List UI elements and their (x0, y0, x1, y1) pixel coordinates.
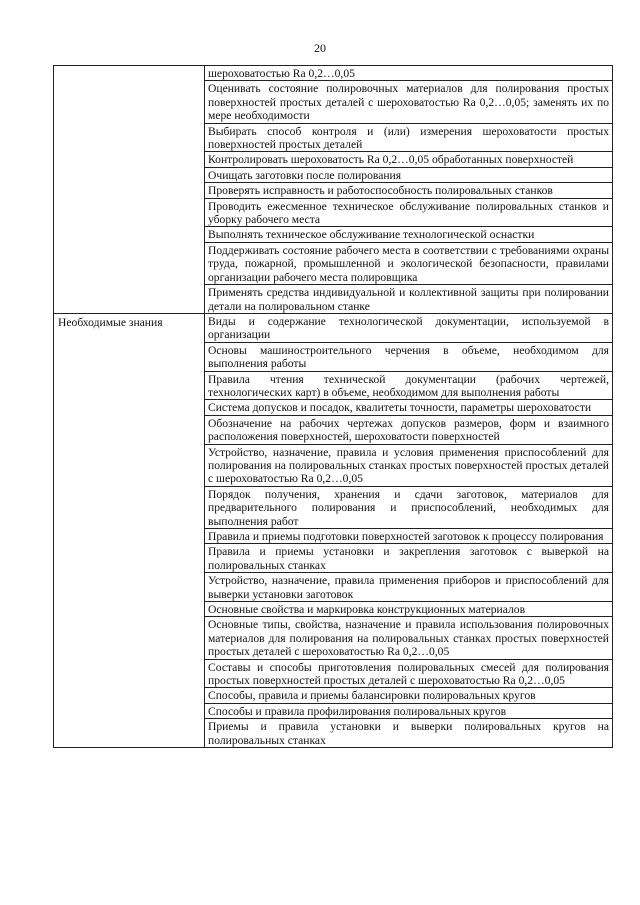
list-item: Устройство, назначение, правила и условия применения приспособлений для полирования на полировальных станках простых поверхностей простых деталей с шероховатостью Ra 0,2…0,05 (205, 444, 613, 486)
list-item: Составы и способы приготовления полировальных смесей для полирования простых поверхностей простых деталей с шероховатостью Ra 0,2…0,05 (205, 659, 613, 688)
list-item: Правила чтения технической документации (рабочих чертежей, технологических карт) в объеме, необходимом для выполнения работы (205, 371, 613, 400)
list-item: Оценивать состояние полировочных материалов для полирования простых поверхностей простых деталей с шероховатостью Ra 0,2…0,05; заменять их по мере необходимости (205, 81, 613, 123)
list-item: Способы и правила профилирования полировальных кругов (205, 703, 613, 718)
list-item: Применять средства индивидуальной и коллективной защиты при полировании детали на полировальном станке (205, 285, 613, 314)
list-item: Очищать заготовки после полирования (205, 167, 613, 182)
list-item: шероховатостью Ra 0,2…0,05 (205, 66, 613, 81)
list-item: Проверять исправность и работоспособность полировальных станков (205, 183, 613, 198)
list-item: Способы, правила и приемы балансировки полировальных кругов (205, 688, 613, 703)
list-item: Обозначение на рабочих чертежах допусков размеров, форм и взаимного расположения поверхностей, шероховатости поверхностей (205, 415, 613, 444)
table-body (54, 66, 613, 748)
list-item: Выполнять техническое обслуживание технологической оснастки (205, 227, 613, 242)
page-number: 20 (314, 41, 326, 55)
list-item: Устройство, назначение, правила применения приборов и приспособлений для выверки установки заготовок (205, 573, 613, 602)
section-label: Необходимые знания (54, 313, 205, 747)
list-item: Порядок получения, хранения и сдачи заготовок, материалов для предварительного полирования и приспособлений, необходимых для выполнения работ (205, 486, 613, 528)
list-item: Правила и приемы установки и закрепления заготовок с выверкой на полировальных станках (205, 544, 613, 573)
list-item: Проводить ежесменное техническое обслуживание полировальных станков и уборку рабочего места (205, 198, 613, 227)
list-item: Основы машиностроительного черчения в объеме, необходимом для выполнения работы (205, 342, 613, 371)
table-row (54, 313, 613, 342)
list-item: Основные типы, свойства, назначение и правила использования полировочных материалов для полирования на полировальных станках простых поверхностей простых деталей с шероховатостью Ra 0,2…0,05 (205, 617, 613, 659)
list-item: Контролировать шероховатость Ra 0,2…0,05 обработанных поверхностей (205, 152, 613, 167)
list-item: Правила и приемы подготовки поверхностей заготовок к процессу полирования (205, 529, 613, 544)
list-item: Поддерживать состояние рабочего места в соответствии с требованиями охраны труда, пожарной, промышленной и экологической безопасности, правилами организации рабочего места полировщика (205, 242, 613, 284)
list-item: Система допусков и посадок, квалитеты точности, параметры шероховатости (205, 400, 613, 415)
section-label (54, 66, 205, 314)
table-row (54, 66, 613, 81)
list-item: Виды и содержание технологической документации, используемой в организации (205, 313, 613, 342)
competency-table (53, 65, 613, 748)
list-item: Приемы и правила установки и выверки полировальных кругов на полировальных станках (205, 719, 613, 748)
list-item: Основные свойства и маркировка конструкционных материалов (205, 602, 613, 617)
list-item: Выбирать способ контроля и (или) измерения шероховатости простых поверхностей простых деталей (205, 123, 613, 152)
